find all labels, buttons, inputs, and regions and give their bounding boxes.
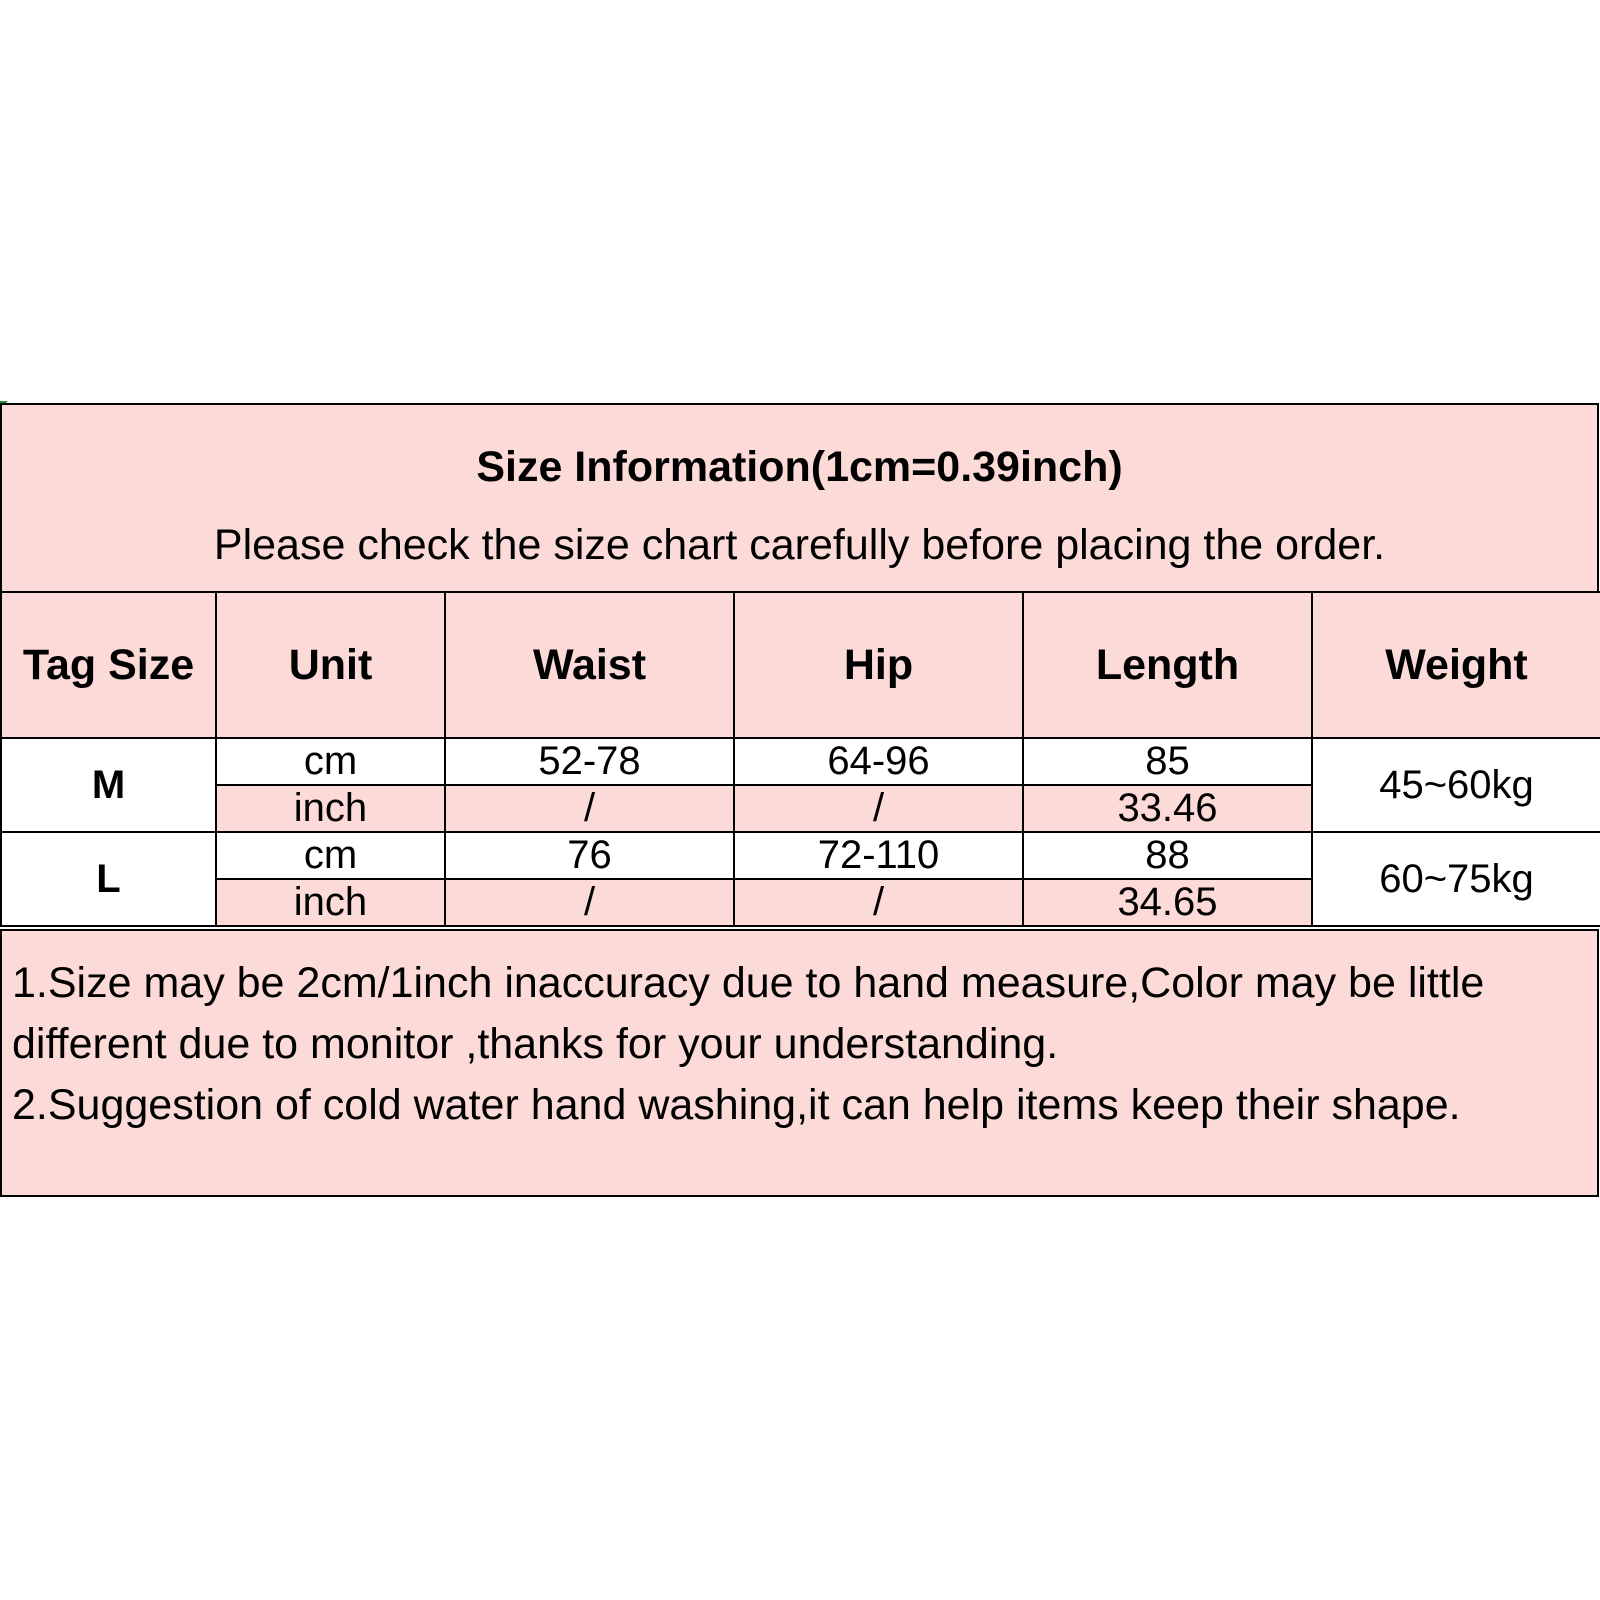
tag-size-cell: M [1,738,216,832]
column-header-tag-size: Tag Size [1,592,216,738]
size-chart [0,403,1600,1197]
weight-cell: 60~75kg [1312,832,1600,926]
note-item: 2.Suggestion of cold water hand washing,it can help items keep their shape. [12,1081,1461,1129]
waist-cell: 76 [445,832,734,879]
size-table [0,591,1600,927]
length-cell: 34.65 [1023,879,1312,926]
hip-cell: 72-110 [734,832,1023,879]
length-cell: 88 [1023,832,1312,879]
waist-cell: 52-78 [445,738,734,785]
column-header-unit: Unit [216,592,445,738]
table-row [1,832,1600,879]
unit-cell: cm [216,738,445,785]
notes-panel [0,929,1599,1197]
column-header-waist: Waist [445,592,734,738]
note-item: 1.Size may be 2cm/1inch inaccuracy due to hand measure,Color may be little different due to monitor ,thanks for your understanding. [12,959,1485,1068]
hip-cell: 64-96 [734,738,1023,785]
column-header-weight: Weight [1312,592,1600,738]
waist-cell: / [445,785,734,832]
tag-size-cell: L [1,832,216,926]
length-cell: 85 [1023,738,1312,785]
unit-cell: inch [216,785,445,832]
table-row [1,738,1600,785]
length-cell: 33.46 [1023,785,1312,832]
weight-cell: 45~60kg [1312,738,1600,832]
size-chart-title: Size Information(1cm=0.39inch) [476,443,1123,491]
waist-cell: / [445,879,734,926]
hip-cell: / [734,879,1023,926]
hip-cell: / [734,785,1023,832]
unit-cell: cm [216,832,445,879]
size-chart-header [0,403,1599,593]
column-header-hip: Hip [734,592,1023,738]
size-chart-subtitle: Please check the size chart carefully before placing the order. [213,521,1386,569]
column-header-length: Length [1023,592,1312,738]
table-header-row [1,592,1600,738]
unit-cell: inch [216,879,445,926]
